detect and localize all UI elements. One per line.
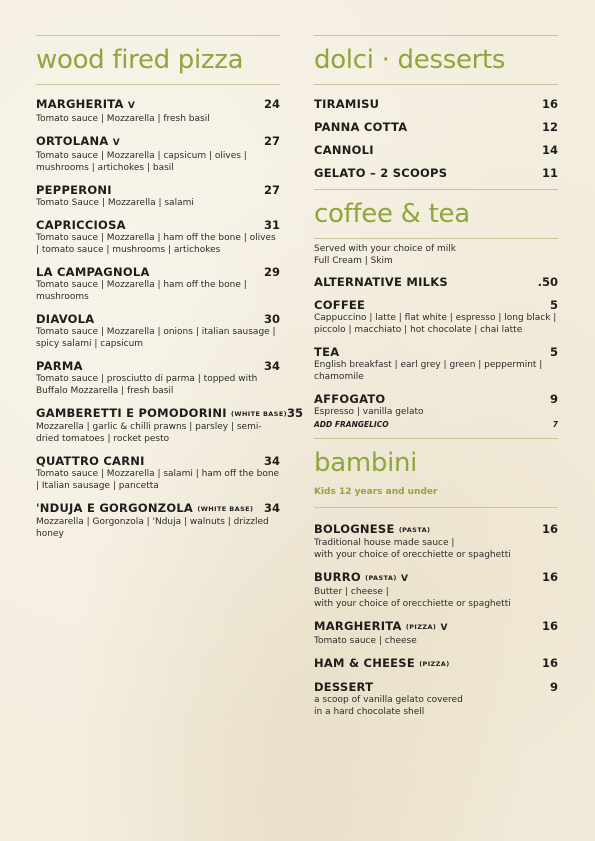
- divider: [314, 35, 558, 36]
- item-name: AFFOGATO: [314, 392, 386, 406]
- menu-item: [314, 392, 558, 429]
- menu-item: [314, 166, 558, 180]
- addon-label: ADD FRANGELICO: [314, 420, 389, 429]
- vegetarian-mark: V: [112, 138, 120, 148]
- item-price: 11: [541, 166, 558, 180]
- menu-item: [314, 275, 558, 289]
- menu-item: [36, 265, 280, 303]
- item-price: 27: [263, 183, 280, 197]
- item-description: Tomato sauce | Mozzarella | fresh basil: [36, 114, 210, 124]
- desserts-title: dolci · desserts: [314, 45, 506, 75]
- item-name: TIRAMISU: [314, 97, 380, 111]
- menu-item: [314, 120, 558, 134]
- item-tag: (PASTA): [365, 574, 397, 582]
- item-description: Traditional house made sauce |: [314, 538, 455, 548]
- menu-item: [36, 183, 280, 209]
- bambini-title: bambini: [314, 448, 418, 478]
- item-name: COFFEE: [314, 298, 366, 312]
- vegetarian-mark: V: [440, 623, 448, 633]
- menu-item: [314, 680, 558, 718]
- item-price: 16: [541, 97, 558, 111]
- item-price: 34: [263, 454, 280, 468]
- item-name: PANNA COTTA: [314, 120, 408, 134]
- item-price: 35: [287, 406, 304, 420]
- menu-item: [36, 454, 280, 492]
- item-name: HAM & CHEESE: [314, 656, 415, 670]
- item-name: ALTERNATIVE MILKS: [314, 275, 448, 289]
- menu-item: [36, 218, 280, 256]
- item-description: Tomato sauce | Mozzarella | capsicum | olives | mushrooms | artichokes | basil: [36, 151, 247, 173]
- divider: [36, 84, 280, 85]
- item-name: CAPRICCIOSA: [36, 218, 126, 232]
- kids-note: Kids 12 years and under: [314, 487, 438, 497]
- item-description: Tomato Sauce | Mozzarella | salami: [36, 198, 194, 208]
- item-price: 30: [263, 312, 280, 326]
- menu-item: [36, 501, 280, 540]
- item-name: BOLOGNESE: [314, 522, 395, 536]
- item-name: QUATTRO CARNI: [36, 454, 145, 468]
- item-tag: (PIZZA): [419, 660, 450, 668]
- item-price: 5: [549, 298, 558, 312]
- item-name: DIAVOLA: [36, 312, 95, 326]
- menu-item: [314, 345, 558, 383]
- item-tag: (WHITE BASE): [231, 410, 288, 418]
- item-price: 16: [541, 522, 558, 536]
- divider: [314, 507, 558, 508]
- item-tag: (PIZZA): [405, 623, 437, 631]
- item-description: Espresso | vanilla gelato: [314, 407, 424, 417]
- vegetarian-mark: V: [400, 574, 409, 584]
- item-name: MARGHERITA: [314, 619, 402, 633]
- item-name: 'NDUJA E GORGONZOLA: [36, 501, 194, 515]
- item-price: 9: [549, 680, 558, 694]
- menu-item: [36, 406, 304, 445]
- item-price: 16: [541, 656, 558, 670]
- item-price: 31: [263, 218, 280, 232]
- milk-options: Full Cream | Skim: [314, 256, 393, 266]
- menu-item: [314, 656, 558, 671]
- item-description: Tomato sauce | Mozzarella | ham off the bone | mushrooms: [36, 280, 247, 302]
- item-price: 12: [541, 120, 558, 134]
- right-column: [314, 35, 558, 727]
- item-description: Tomato sauce | prosciutto di parma | topped with Buffalo Mozzarella | fresh basil: [36, 374, 258, 396]
- item-tag: (PASTA): [398, 526, 431, 534]
- divider: [36, 35, 280, 36]
- item-name: PEPPERONI: [36, 183, 112, 197]
- divider: [314, 238, 558, 239]
- addon-price: 7: [552, 420, 558, 429]
- addon-row: [314, 420, 558, 429]
- desserts-section: [314, 35, 558, 180]
- item-name: MARGHERITA: [36, 97, 124, 111]
- divider: [314, 84, 558, 85]
- item-description: Tomato sauce | Mozzarella | onions | italian sausage | spicy salami | capsicum: [36, 327, 276, 349]
- item-description: Mozzarella | Gorgonzola | 'Nduja | walnuts | drizzled honey: [36, 517, 269, 539]
- item-price: 16: [541, 570, 558, 584]
- divider: [314, 189, 558, 190]
- menu-item: [36, 134, 280, 174]
- item-name: BURRO: [314, 570, 361, 584]
- item-description: Tomato sauce | Mozzarella | salami | ham off the bone | Italian sausage | pancetta: [36, 469, 280, 491]
- item-price: 5: [549, 345, 558, 359]
- item-description: Tomato sauce | cheese: [314, 636, 417, 646]
- item-description: Cappuccino | latte | flat white | espresso | long black | piccolo | macchiato | hot chocolate | chai latte: [314, 313, 557, 335]
- item-description: a scoop of vanilla gelato covered: [314, 695, 463, 705]
- bambini-section: [314, 438, 558, 718]
- item-description: with your choice of orecchiette or spaghetti: [314, 599, 511, 609]
- item-name: TEA: [314, 345, 340, 359]
- item-name: GELATO – 2 SCOOPS: [314, 166, 448, 180]
- item-price: 16: [541, 619, 558, 633]
- item-name: ORTOLANA: [36, 134, 109, 148]
- item-description: Butter | cheese |: [314, 587, 389, 597]
- pizza-section: [36, 35, 304, 549]
- item-price: 14: [541, 143, 558, 157]
- item-description: Tomato sauce | Mozzarella | ham off the bone | olives | tomato sauce | mushrooms | artichokes: [36, 233, 276, 255]
- item-description: with your choice of orecchiette or spaghetti: [314, 550, 511, 560]
- item-price: 34: [263, 359, 280, 373]
- menu-item: [36, 312, 280, 350]
- item-tag: (WHITE BASE): [197, 505, 254, 513]
- item-price: 34: [263, 501, 280, 515]
- item-description: in a hard chocolate shell: [314, 707, 425, 717]
- item-price: 24: [263, 97, 280, 111]
- menu-item: [314, 570, 558, 610]
- item-name: GAMBERETTI E POMODORINI: [36, 406, 227, 420]
- item-price: 29: [263, 265, 280, 279]
- item-name: PARMA: [36, 359, 83, 373]
- vegetarian-mark: V: [127, 101, 136, 111]
- coffee-title: coffee & tea: [314, 199, 470, 229]
- menu-item: [36, 97, 280, 125]
- item-name: CANNOLI: [314, 143, 374, 157]
- menu-item: [314, 522, 558, 561]
- divider: [314, 438, 558, 439]
- item-price: .50: [537, 275, 558, 289]
- item-name: LA CAMPAGNOLA: [36, 265, 150, 279]
- pizza-title: wood fired pizza: [36, 45, 244, 75]
- menu-item: [314, 143, 558, 157]
- menu-item: [314, 619, 558, 647]
- item-description: English breakfast | earl grey | green | peppermint | chamomile: [314, 360, 543, 382]
- item-price: 27: [263, 134, 280, 148]
- item-description: Mozzarella | garlic & chilli prawns | parsley | semi-dried tomatoes | rocket pesto: [36, 422, 262, 444]
- menu-item: [314, 298, 558, 336]
- menu-item: [314, 97, 558, 111]
- item-name: DESSERT: [314, 680, 374, 694]
- milk-note: Served with your choice of milk: [314, 244, 456, 254]
- item-price: 9: [549, 392, 558, 406]
- menu-item: [36, 359, 280, 397]
- coffee-section: [314, 189, 558, 429]
